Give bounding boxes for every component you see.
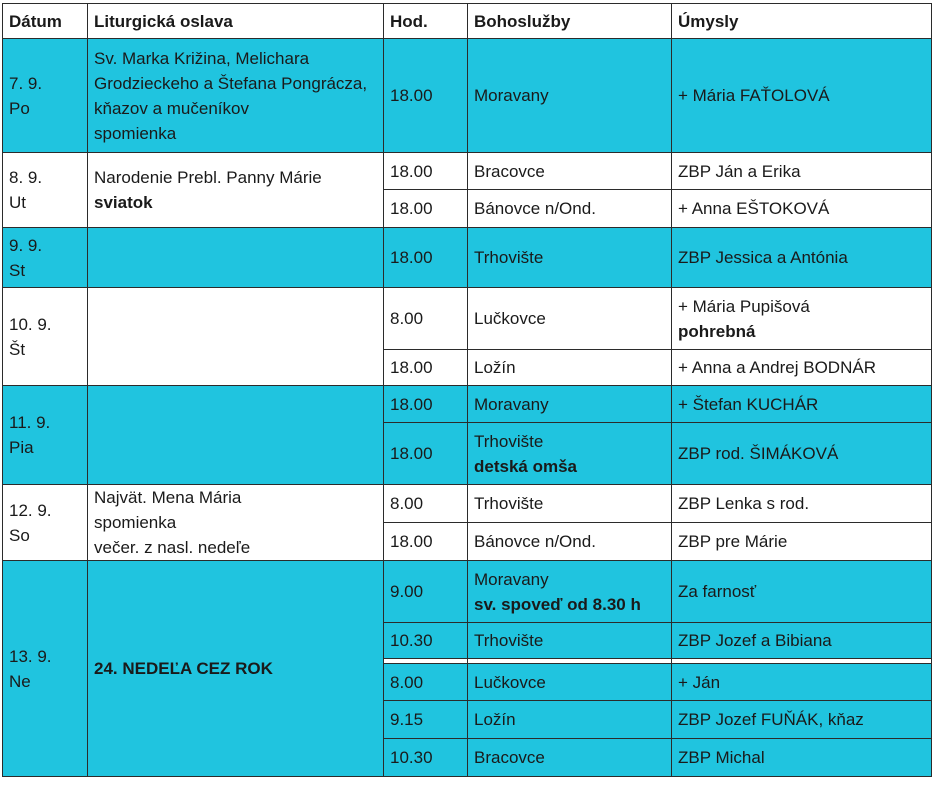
header-time: Hod. <box>384 4 468 39</box>
header-celebration: Liturgická oslava <box>88 4 384 39</box>
table-row <box>3 288 932 350</box>
date-cell <box>3 153 88 228</box>
time-cell: 9.00 <box>384 561 468 623</box>
celebration-cell <box>88 153 384 228</box>
celebration-line: Najvät. Mena Mária <box>94 488 242 507</box>
place-cell: Bracovce <box>468 153 672 190</box>
intention-cell: ZBP pre Márie <box>672 523 932 561</box>
time-cell: 10.30 <box>384 739 468 777</box>
header-intentions: Úmysly <box>672 4 932 39</box>
place-cell: Lučkovce <box>468 288 672 350</box>
place-cell: Moravany <box>468 39 672 153</box>
place-cell: Trhovište <box>468 623 672 659</box>
time-cell: 18.00 <box>384 153 468 190</box>
intention-cell: + Ján <box>672 664 932 701</box>
celebration-line: spomienka <box>94 513 177 532</box>
time-cell: 18.00 <box>384 523 468 561</box>
time-cell: 10.30 <box>384 623 468 659</box>
place-note: sv. spoveď od 8.30 h <box>474 594 641 614</box>
celebration-line: večer. z nasl. nedeľe <box>94 538 251 557</box>
celebration-cell <box>88 485 384 561</box>
intention-cell: ZBP rod. ŠIMÁKOVÁ <box>672 423 932 485</box>
table-row <box>3 39 932 153</box>
time-cell: 18.00 <box>384 423 468 485</box>
intention-cell: ZBP Michal <box>672 739 932 777</box>
place-cell: Lučkovce <box>468 664 672 701</box>
celebration-rank: sviatok <box>94 193 153 212</box>
header-date: Dátum <box>3 4 88 39</box>
intention-cell: ZBP Ján a Erika <box>672 153 932 190</box>
intention-cell: Za farnosť <box>672 561 932 623</box>
intention-cell: + Anna a Andrej BODNÁR <box>672 350 932 386</box>
intention-cell: ZBP Jozef a Bibiana <box>672 623 932 659</box>
date-cell <box>3 228 88 288</box>
place-cell: Bracovce <box>468 739 672 777</box>
time-cell: 18.00 <box>384 190 468 228</box>
time-cell: 8.00 <box>384 664 468 701</box>
intention-cell: ZBP Jessica a Antónia <box>672 228 932 288</box>
intention-text: + Mária Pupišová <box>678 296 810 316</box>
date-cell <box>3 561 88 777</box>
date: 10. 9. <box>9 314 52 334</box>
celebration-cell <box>88 228 384 288</box>
weekday: Po <box>9 98 30 118</box>
weekday: St <box>9 260 26 280</box>
time-cell: 18.00 <box>384 228 468 288</box>
date-cell <box>3 386 88 485</box>
table-row <box>3 386 932 423</box>
celebration-rank: 24. NEDEĽA CEZ ROK <box>94 659 273 678</box>
date: 7. 9. <box>9 73 43 93</box>
place-cell: Trhovište <box>468 228 672 288</box>
place-cell <box>468 561 672 623</box>
place-cell: Bánovce n/Ond. <box>468 523 672 561</box>
time-cell: 18.00 <box>384 39 468 153</box>
celebration-cell <box>88 288 384 386</box>
date-cell <box>3 485 88 561</box>
table-row <box>3 485 932 523</box>
date: 9. 9. <box>9 235 43 255</box>
time-cell: 8.00 <box>384 485 468 523</box>
intention-cell: + Štefan KUCHÁR <box>672 386 932 423</box>
celebration-line: Sv. Marka Križina, Melichara Grodzieckeho a Štefana Pongrácza, kňazov a mučeníkov <box>94 48 368 118</box>
weekday: So <box>9 525 30 545</box>
weekday: Ut <box>9 193 26 212</box>
date: 13. 9. <box>9 646 52 666</box>
date-cell <box>3 39 88 153</box>
time-cell: 18.00 <box>384 386 468 423</box>
weekday: Pia <box>9 438 34 457</box>
date-cell <box>3 288 88 386</box>
celebration-line: spomienka <box>94 123 177 143</box>
table-row <box>3 153 932 190</box>
celebration-cell <box>88 386 384 485</box>
intention-cell: + Anna EŠTOKOVÁ <box>672 190 932 228</box>
intention-note: pohrebná <box>678 321 756 341</box>
intention-cell: ZBP Jozef FUŇÁK, kňaz <box>672 701 932 739</box>
header-row <box>3 4 932 39</box>
weekday: Ne <box>9 671 31 691</box>
time-cell: 8.00 <box>384 288 468 350</box>
date: 11. 9. <box>9 413 51 432</box>
intention-cell <box>672 288 932 350</box>
intention-cell: + Mária FAŤOLOVÁ <box>672 39 932 153</box>
table-row <box>3 561 932 623</box>
place-cell <box>468 423 672 485</box>
table-row <box>3 228 932 288</box>
time-cell: 18.00 <box>384 350 468 386</box>
celebration-line: Narodenie Prebl. Panny Márie <box>94 168 322 187</box>
header-services: Bohoslužby <box>468 4 672 39</box>
weekday: Št <box>9 339 26 359</box>
celebration-cell <box>88 39 384 153</box>
place-note: detská omša <box>474 456 577 476</box>
place-cell: Ložín <box>468 701 672 739</box>
place-cell: Ložín <box>468 350 672 386</box>
mass-schedule-table <box>2 3 932 777</box>
place-cell: Bánovce n/Ond. <box>468 190 672 228</box>
celebration-cell <box>88 561 384 777</box>
date: 8. 9. <box>9 168 43 187</box>
place-text: Trhovište <box>474 431 544 451</box>
time-cell: 9.15 <box>384 701 468 739</box>
place-cell: Moravany <box>468 386 672 423</box>
place-text: Moravany <box>474 569 549 589</box>
date: 12. 9. <box>9 500 52 520</box>
place-cell: Trhovište <box>468 485 672 523</box>
intention-cell: ZBP Lenka s rod. <box>672 485 932 523</box>
